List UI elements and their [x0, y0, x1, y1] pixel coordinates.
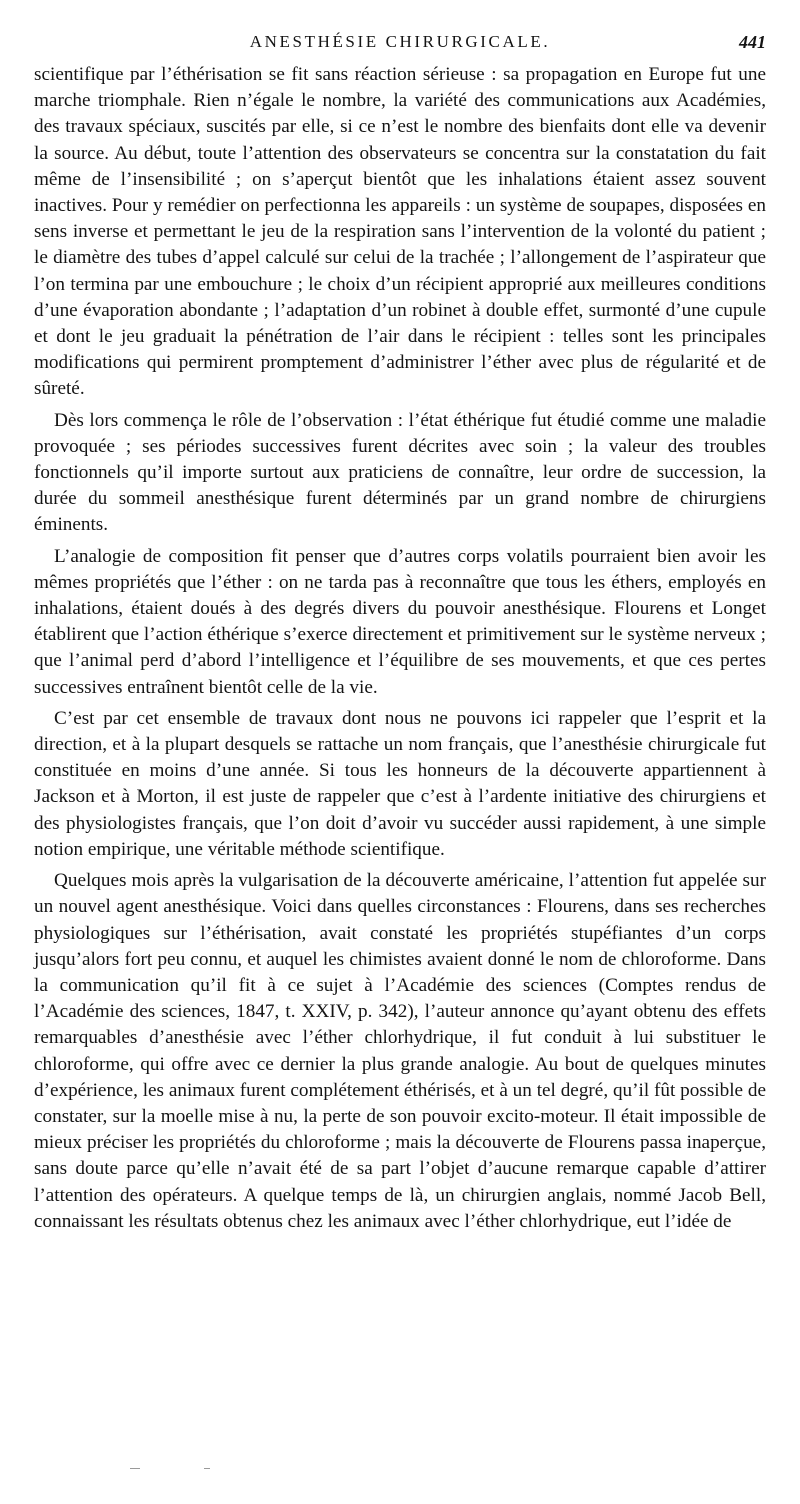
body-text	[34, 62, 766, 1235]
paragraph-analogie: L’analogie de composition fit penser que d’autres corps volatils pourraient bien avoir les mêmes propriétés que l’éther : on ne tarda pas à reconnaître que tous les éthers, employés en inhalations, étaient doués à des degrés divers du pouvoir anesthésique. Flourens et Longet établirent que l’action éthérique s’exerce directement et primitivement sur le système nerveux ; que l’animal perd d’abord l’intelligence et l’équilibre de ses mouvements, et que ces pertes successives entraînent bientôt celle de la vie.	[34, 545, 766, 698]
paragraph-observation: Dès lors commença le rôle de l’observation : l’état éthérique fut étudié comme une maladie provoquée ; ses périodes successives furent décrites avec soin ; la valeur des troubles fonctionnels qu’il importe surtout aux praticiens de connaître, leur ordre de succession, la durée du sommeil anesthésique furent déterminés par un grand nombre de chirurgiens éminents.	[34, 409, 766, 536]
running-title: ANESTHÉSIE CHIRURGICALE.	[249, 32, 551, 51]
paragraph-chloroforme: Quelques mois après la vulgarisation de la découverte américaine, l’attention fut appelée sur un nouvel agent anesthésique. Voici dans quelles circonstances : Flourens, dans ses recherches physiologiques sur l’éthérisation, avait constaté les propriétés stupéfiantes d’un corps jusqu’alors fort peu connu, et auquel les chimistes avaient donné le nom de chloroforme. Dans la communication qu’il fit à ce sujet à l’Académie des sciences (Comptes rendus de l’Académie des sciences, 1847, t. XXIV, p. 342), l’auteur annonce qu’ayant obtenu des effets remarquables d’anesthésie avec l’éther chlorhydrique, il fut conduit à lui substituer le chloroforme, qui offre avec ce dernier la plus grande analogie. Au bout de quelques minutes d’expérience, les animaux furent complétement éthérisés, et à un tel degré, qu’il fût possible de constater, sur la moelle mise à nu, la perte de son pouvoir excito-moteur. Il était impossible de mieux préciser les propriétés du chloroforme ; mais la découverte de Flourens passa inaperçue, sans doute parce qu’elle n’avait été de sa part l’objet d’aucune remarque capable d’attirer l’attention des opérateurs. A quelque temps de là, un chirurgien anglais, nommé Jacob Bell, connaissant les résultats obtenus chez les animaux avec l’éther chlorhydrique, eut l’idée de	[34, 870, 766, 1232]
paragraph-methode-scientifique: C’est par cet ensemble de travaux dont nous ne pouvons ici rappeler que l’esprit et la direction, et à la plupart desquels se rattache un nom français, que l’anesthésie chirurgicale fut constituée en moins d’une année. Si tous les honneurs de la découverte appartiennent à Jackson et à Morton, il est juste de rappeler que c’est à l’ardente initiative des chirurgiens et des physiologistes français, que l’on doit d’avoir vu succéder aussi rapidement, à une simple notion empirique, une véritable méthode scientifique.	[34, 707, 766, 860]
page-number: 441	[739, 32, 766, 52]
scan-mark-left	[130, 1468, 140, 1469]
scan-mark-right	[204, 1468, 210, 1469]
paragraph-etherisation-propagation: scientifique par l’éthérisation se fit sans réaction sérieuse : sa propagation en Europe fut une marche triomphale. Rien n’égale le nombre, la variété des communications aux Académies, des travaux spéciaux, suscités par elle, si ce n’est le nombre des bienfaits dont elle va devenir la source. Au début, toute l’attention des observateurs se concentra sur la constatation du fait même de l’insensibilité ; on s’aperçut bientôt que les inhalations étaient assez souvent inactives. Pour y remédier on perfectionna les appareils : un système de soupapes, disposées en sens inverse et permettant le jeu de la respiration sans l’intervention de la volonté du patient ; le diamètre des tubes d’appel calculé sur celui de la trachée ; l’allongement de l’aspirateur que l’on termina par une embouchure ; le choix d’un récipient approprié aux meilleures conditions d’une évaporation abondante ; l’adaptation d’un robinet à double effet, surmonté d’une cupule et dont le jeu graduait la pénétration de l’air dans le récipient : telles sont les principales modifications qui permirent promptement d’administrer l’éther avec plus de régularité et de sûreté.	[34, 64, 766, 400]
running-head	[34, 32, 766, 58]
